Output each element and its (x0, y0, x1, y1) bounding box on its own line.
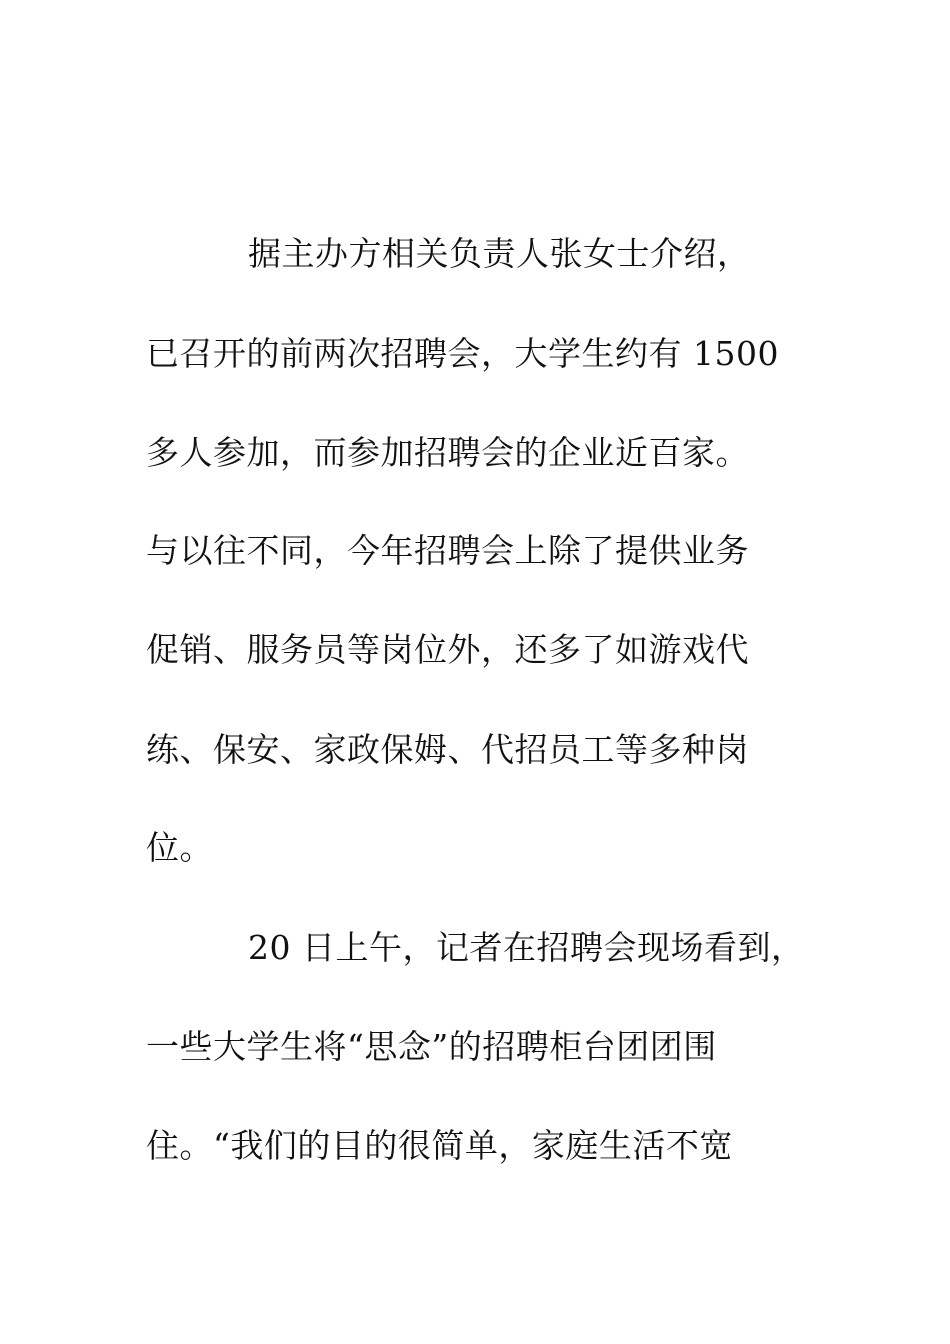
paragraph-1-line-1: 据主办方相关负责人张女士介绍， (248, 234, 751, 273)
paragraph-1-line-5: 促销、服务员等岗位外，还多了如游戏代 (146, 630, 749, 669)
paragraph-1-line-7: 位。 (146, 828, 213, 867)
paragraph-2-line-3: 住。“我们的目的很简单，家庭生活不宽 (146, 1126, 733, 1165)
paragraph-1-line-2: 已召开的前两次招聘会，大学生约有 1500 (146, 334, 779, 373)
paragraph-2-line-1: 20 日上午，记者在招聘会现场看到， (248, 928, 805, 967)
paragraph-1-line-3: 多人参加，而参加招聘会的企业近百家。 (146, 433, 749, 472)
paragraph-1-line-4: 与以往不同，今年招聘会上除了提供业务 (146, 531, 749, 570)
paragraph-1-line-6: 练、保安、家政保姆、代招员工等多种岗 (146, 730, 749, 769)
paragraph-2-line-2: 一些大学生将“思念”的招聘柜台团团围 (146, 1027, 717, 1066)
